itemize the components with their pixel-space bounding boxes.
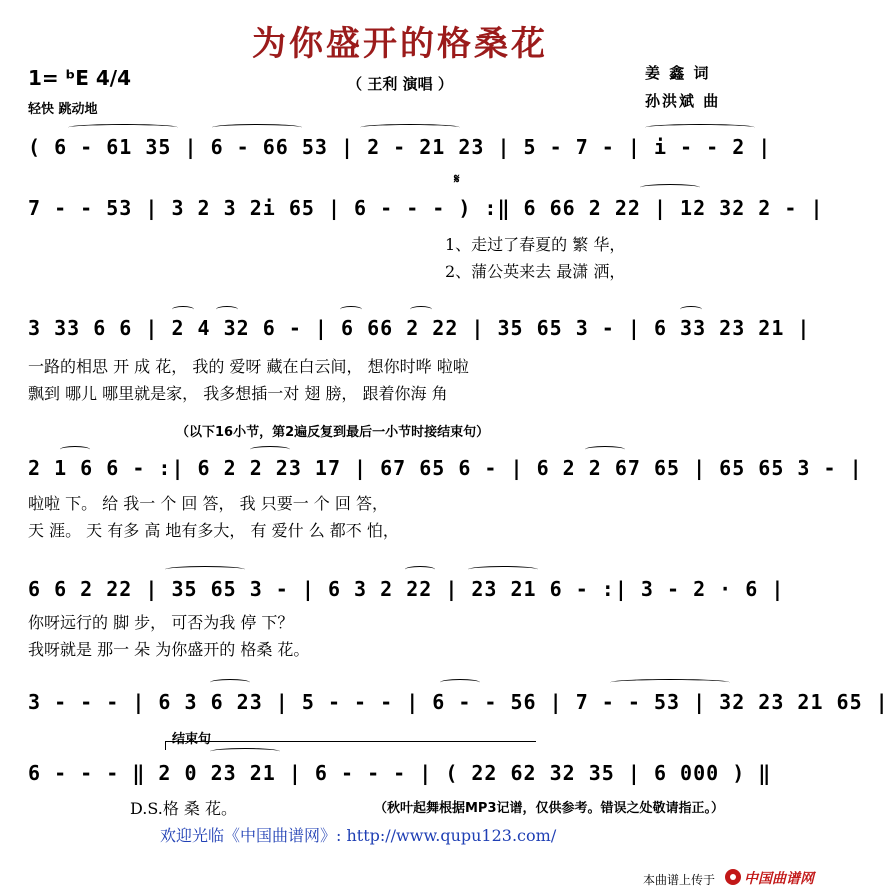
upload-text: 本曲谱上传于: [643, 873, 716, 887]
transcriber-footnote: （秋叶起舞根据MP3记谱，仅供参考。错误之处敬请指正。）: [374, 801, 725, 816]
lyric-row-4-verse-1: 啦啦 下。 给 我一 个 回 答， 我 只要一 个 回 答，: [28, 494, 388, 513]
composer-credit: 孙洪斌 曲: [645, 92, 721, 110]
notation-row-5: 6 6 2 22 | 35 65 3 - | 6 3 2 22 | 23 21 6 - :| 3 - 2 · 6 |: [28, 577, 785, 601]
repeat-instruction: （以下16小节，第2遍反复到最后一小节时接结束句）: [176, 425, 490, 440]
segno-icon: 𝄋: [454, 172, 460, 187]
lyric-row-2-verse-2: 2、蒲公英来去 最潇 洒，: [445, 262, 626, 281]
lyric-row-3-verse-1: 一路的相思 开 成 花， 我的 爱呀 藏在白云间， 想你时哗 啦啦: [28, 357, 469, 376]
lyricist-credit: 姜 鑫 词: [645, 64, 711, 82]
ending-label: 结束句: [172, 732, 212, 747]
notation-row-1: ( 6 - 61 35 | 6 - 66 53 | 2 - 21 23 | 5 - 7 - | i - - 2 |: [28, 135, 772, 159]
notation-row-4: 2 1 6 6 - :| 6 2 2 23 17 | 67 65 6 - | 6 2 2 67 65 | 65 65 3 - |: [28, 456, 863, 480]
page-title: 为你盛开的格桑花: [252, 24, 548, 64]
singer-credit: （ 王利 演唱 ）: [347, 75, 453, 93]
notation-row-3: 3 33 6 6 | 2 4 32 6 - | 6 66 2 22 | 35 65 3 - | 6 33 23 21 |: [28, 316, 811, 340]
notation-row-7: 6 - - - ‖ 2 0 23 21 | 6 - - - | ( 22 62 32 35 | 6 000 ) ‖: [28, 761, 772, 785]
notation-row-2: 7 - - 53 | 3 2 3 2i 65 | 6 - - - ) :‖ 6 66 2 22 | 12 32 2 - |: [28, 196, 824, 220]
notation-row-6: 3 - - - | 6 3 6 23 | 5 - - - | 6 - - 56 | 7 - - 53 | 32 23 21 65 |: [28, 690, 889, 714]
website-welcome: 欢迎光临《中国曲谱网》: http://www.qupu123.com/: [160, 826, 557, 845]
lyric-row-3-verse-2: 飘到 哪儿 哪里就是家， 我多想插一对 翅 膀， 跟着你海 角: [28, 384, 448, 403]
lyric-row-4-verse-2: 天 涯。 天 有多 高 地有多大， 有 爱什 么 都不 怕，: [28, 521, 399, 540]
lyric-row-5-verse-2: 我呀就是 那一 朵 为你盛开的 格桑 花。: [28, 640, 310, 659]
logo-icon: [725, 869, 741, 885]
lyric-row-2-verse-1: 1、走过了春夏的 繁 华，: [445, 235, 626, 254]
key-signature: 1= ᵇE 4/4: [28, 66, 131, 90]
site-logo: 中国曲谱网: [744, 871, 814, 887]
lyric-row-5-verse-1: 你呀远行的 脚 步， 可否为我 停 下？: [28, 613, 294, 632]
tempo-marking: 轻快 跳动地: [28, 102, 98, 117]
lyric-row-7: D.S.格 桑 花。: [130, 799, 237, 818]
